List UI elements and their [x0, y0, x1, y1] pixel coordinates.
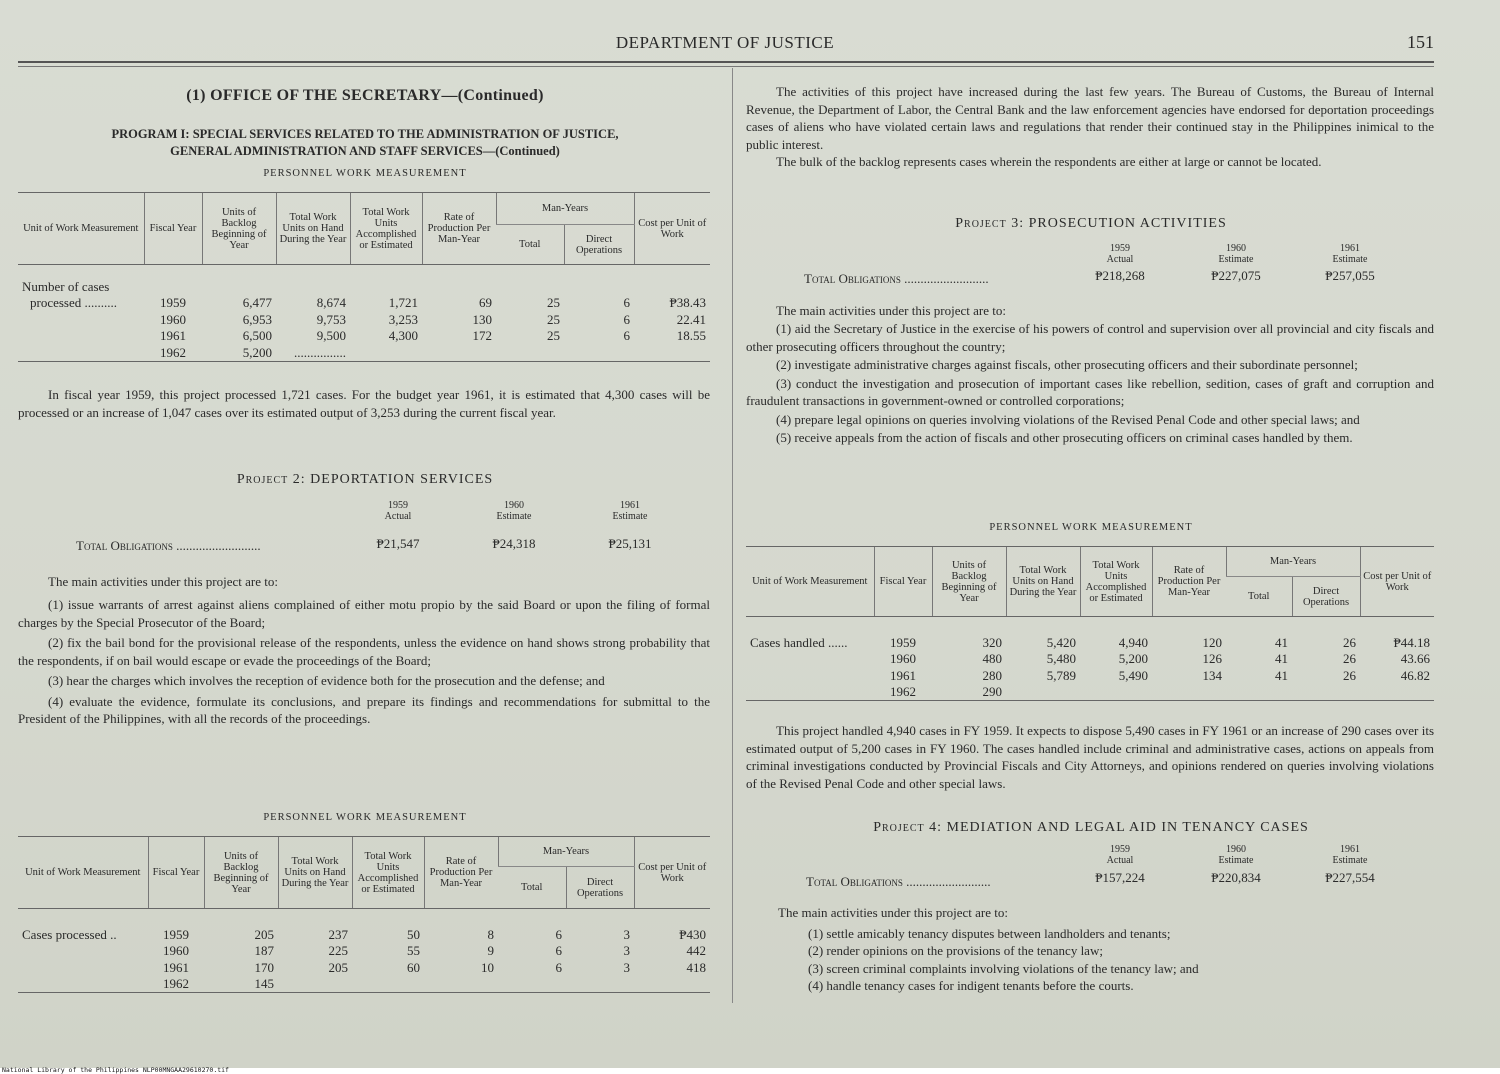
paragraph-deportation-context	[746, 83, 1434, 171]
paragraph-text: The bulk of the backlog represents cases wherein the respondents are either at large or cannot be located.	[776, 154, 1322, 169]
col-fiscal-year: Fiscal Year	[144, 193, 202, 265]
table-row	[18, 960, 710, 977]
cell: 3	[623, 943, 630, 959]
cell: 1960	[890, 651, 916, 667]
cell: 290	[982, 684, 1002, 699]
row-label-1: Number of cases	[22, 279, 110, 294]
cell: 134	[1202, 667, 1222, 683]
col-unit: Unit of Work Measurement	[746, 547, 874, 617]
col-unit: Unit of Work Measurement	[18, 193, 144, 265]
obligation-value: ₱227,554	[1325, 870, 1375, 885]
cell: 10	[481, 959, 494, 975]
col-on-hand: Total Work Units on Hand During the Year	[276, 193, 350, 265]
cell: 6	[555, 943, 562, 959]
paragraph-project-3-summary	[746, 722, 1434, 792]
project-4-title: Project 4: MEDIATION AND LEGAL AID IN TENANCY CASES	[873, 820, 1309, 835]
cell: ₱430	[679, 927, 706, 942]
table-row	[746, 684, 1434, 701]
cell: 1961	[163, 959, 189, 975]
col-unit: Unit of Work Measurement	[18, 837, 148, 909]
cell: 1962	[890, 684, 916, 699]
year-heading: 1959 Actual	[1106, 243, 1134, 265]
obligation-value: ₱157,224	[1095, 870, 1145, 885]
page-header-title: DEPARTMENT OF JUSTICE	[615, 33, 835, 52]
year-heading: 1960 Estimate	[1218, 844, 1254, 866]
year-heading: 1959 Actual	[384, 500, 412, 522]
pwm-title-3: PERSONNEL WORK MEASUREMENT	[989, 522, 1193, 533]
cell: 126	[1202, 651, 1222, 667]
year-heading: 1961 Estimate	[612, 500, 648, 522]
cell: 8	[487, 927, 494, 942]
cell: 1961	[160, 328, 186, 344]
cell: 3	[623, 959, 630, 975]
cell: 205	[328, 959, 348, 975]
cell: 5,420	[1046, 635, 1076, 650]
col-man-years: Man-Years	[496, 193, 634, 225]
col-rate: Rate of Production Per Man-Year	[422, 193, 496, 265]
cell: 5,490	[1118, 667, 1148, 683]
cell: 50	[407, 927, 420, 942]
cell: 5,480	[1046, 651, 1076, 667]
cell: 6,500	[242, 328, 272, 344]
col-backlog: Units of Backlog Beginning of Year	[202, 193, 276, 265]
paragraph-text: This project handled 4,940 cases in FY 1959. It expects to dispose 5,490 cases in FY 1961 or an increase of 290 cases over its estimated output of 5,200 cases in FY 1960. The cases handled include criminal and administrative cases, actions on appeals from criminal investigations conducted by Provincial Fiscals and City Attorneys, and opinions rendered on queries involving violations of the Revised Penal Code and other special laws.	[746, 723, 1434, 791]
cell: 1959	[890, 635, 916, 650]
obligation-value: ₱257,055	[1325, 268, 1375, 283]
year-heading: 1961 Estimate	[1332, 844, 1368, 866]
project-2-activities	[48, 573, 710, 597]
cell: 9,753	[316, 311, 346, 327]
table-row	[746, 651, 1434, 668]
project-4-obligations	[746, 844, 1436, 888]
cell: 6,477	[242, 295, 272, 311]
activity-item: (1) aid the Secretary of Justice in the exercise of his powers of control and supervision over all provincial and city fiscals and other prosecuting officers throughout the country;	[746, 321, 1434, 354]
scan-source-note: National Library of the Philippines NLP00MNGAA29610270.tif	[2, 1066, 229, 1074]
cell: 6,953	[242, 311, 272, 327]
paragraph-project-1	[18, 386, 710, 421]
col-man-years: Man-Years	[498, 837, 634, 867]
cell: 1962	[163, 976, 189, 991]
project-4-activities	[778, 904, 1398, 995]
cell: 3,253	[388, 311, 418, 327]
obligation-value: ₱21,547	[376, 536, 420, 551]
project-3-title: Project 3: PROSECUTION ACTIVITIES	[955, 216, 1227, 231]
col-on-hand: Total Work Units on Hand During the Year	[1006, 547, 1080, 617]
pwm-title-2: PERSONNEL WORK MEASUREMENT	[263, 812, 467, 823]
activity-item: (4) evaluate the evidence, formulate its conclusions, and prepare its findings and recommendations for submittal to the President of the Philippines, with all the records of the proceedings.	[18, 693, 710, 726]
year-heading: 1961 Estimate	[1332, 243, 1368, 265]
col-accomplished: Total Work Units Accomplished or Estimated	[352, 837, 424, 909]
cell: 18.55	[676, 328, 706, 344]
cell: 170	[254, 959, 274, 975]
cell: 480	[982, 651, 1002, 667]
cell: 6	[555, 927, 562, 942]
cell: 1959	[163, 927, 189, 942]
row-label: Cases processed ..	[22, 927, 117, 942]
cell: 60	[407, 959, 420, 975]
program-title-line-1: PROGRAM I: SPECIAL SERVICES RELATED TO THE ADMINISTRATION OF JUSTICE,	[111, 127, 619, 141]
project-2-activity-list	[18, 596, 710, 728]
cell: 46.82	[1400, 667, 1430, 683]
cell: 5,789	[1046, 667, 1076, 683]
page-number: 151	[1407, 32, 1434, 52]
pwm-title: PERSONNEL WORK MEASUREMENT	[263, 168, 467, 179]
cell: 418	[686, 959, 706, 975]
col-man-years: Man-Years	[1226, 547, 1360, 577]
cell: 41	[1275, 635, 1288, 650]
header-rule-thin	[18, 66, 1434, 67]
cell: 320	[982, 635, 1002, 650]
paragraph-text: In fiscal year 1959, this project processed 1,721 cases. For the budget year 1961, it is estimated that 4,300 cases will be processed or an increase of 1,047 cases over its estimated output of 3,253 during the current fiscal year.	[18, 387, 710, 420]
cell: 1960	[160, 311, 186, 327]
col-backlog: Units of Backlog Beginning of Year	[932, 547, 1006, 617]
cell: 130	[472, 311, 492, 327]
activities-intro: The main activities under this project are to:	[778, 905, 1008, 920]
activities-intro: The main activities under this project are to:	[776, 303, 1006, 318]
cell: 25	[547, 295, 560, 311]
col-total: Total	[498, 867, 566, 909]
cell: 187	[254, 943, 274, 959]
work-measurement-table-1	[18, 192, 710, 367]
cell: 26	[1343, 667, 1356, 683]
year-heading: 1960 Estimate	[496, 500, 532, 522]
cell: 25	[547, 328, 560, 344]
cell: 205	[254, 927, 274, 942]
activity-item: (2) fix the bail bond for the provisional release of the respondents, unless the evidence on hand shows strong probability that the respondents, if on bail would escape or evade the proceedings of the Board;	[18, 635, 710, 668]
work-measurement-table-2	[18, 836, 710, 999]
total-obligations-label: Total Obligations ..........................	[804, 271, 989, 286]
cell: 26	[1343, 651, 1356, 667]
col-fiscal-year: Fiscal Year	[148, 837, 204, 909]
cell: 442	[686, 943, 706, 959]
obligation-value: ₱227,075	[1211, 268, 1261, 283]
cell: 1,721	[388, 295, 418, 311]
cell: 43.66	[1400, 651, 1430, 667]
cell: 22.41	[676, 311, 706, 327]
col-on-hand: Total Work Units on Hand During the Year	[278, 837, 352, 909]
row-label: Cases handled ......	[750, 635, 848, 650]
cell: 6	[555, 959, 562, 975]
cell: 120	[1202, 635, 1222, 650]
obligation-value: ₱218,268	[1095, 268, 1145, 283]
paragraph-text: The activities of this project have increased during the last few years. The Bureau of Customs, the Bureau of Internal Revenue, the Department of Labor, the Central Bank and the law enforcement agencies have endorsed for deportation proceedings cases of aliens who have violated certain laws and regulations that render their continued stay in the Philippines inimical to the public interest.	[746, 84, 1434, 152]
col-direct: Direct Operations	[1292, 577, 1360, 617]
table-row	[18, 328, 710, 345]
table-row	[18, 909, 710, 944]
table-row	[746, 617, 1434, 652]
cell: 1961	[890, 667, 916, 683]
cell: 4,940	[1118, 635, 1148, 650]
col-cost: Cost per Unit of Work	[634, 193, 710, 265]
col-cost: Cost per Unit of Work	[1360, 547, 1434, 617]
cell: ................	[294, 344, 346, 360]
table-row	[18, 312, 710, 329]
section-title: (1) OFFICE OF THE SECRETARY—(Continued)	[186, 87, 544, 104]
cell: 55	[407, 943, 420, 959]
col-cost: Cost per Unit of Work	[634, 837, 710, 909]
activity-item: (1) issue warrants of arrest against aliens complained of either motu propio by the said Board or upon the filing of formal charges by the Special Prosecutor of the Board;	[18, 597, 710, 630]
col-fiscal-year: Fiscal Year	[874, 547, 932, 617]
cell: 1962	[160, 344, 186, 360]
project-3-activities-intro	[776, 302, 1434, 320]
cell: 41	[1275, 667, 1288, 683]
total-obligations-label: Total Obligations ..........................	[76, 538, 261, 553]
project-3-activity-list	[746, 320, 1434, 447]
project-3-obligations	[746, 243, 1436, 287]
row-label-2: processed ..........	[30, 295, 118, 311]
cell: ₱38.43	[669, 295, 706, 311]
activity-item: (3) screen criminal complaints involving violations of the tenancy law; and	[808, 960, 1199, 976]
cell: 172	[472, 328, 492, 344]
col-rate: Rate of Production Per Man-Year	[1152, 547, 1226, 617]
activity-item: (3) conduct the investigation and prosecution of important cases like rebellion, sedition, cases of graft and corruption and fraudulent transactions in government-owned or controlled corporations;	[746, 375, 1434, 408]
program-title	[18, 126, 712, 160]
table-row	[18, 295, 710, 312]
activity-item: (5) receive appeals from the action of fiscals and other prosecuting officers on criminal cases handled by them.	[776, 430, 1353, 445]
col-direct: Direct Operations	[566, 867, 634, 909]
col-direct: Direct Operations	[564, 225, 634, 265]
cell: 25	[547, 311, 560, 327]
col-rate: Rate of Production Per Man-Year	[424, 837, 498, 909]
table-row	[18, 976, 710, 993]
cell: 6	[623, 328, 630, 344]
total-obligations-label: Total Obligations ..........................	[806, 874, 991, 889]
activity-item: (4) handle tenancy cases for indigent tenants before the courts.	[808, 978, 1134, 993]
cell: 237	[328, 927, 348, 942]
cell: 69	[479, 295, 492, 311]
activities-intro: The main activities under this project are to:	[48, 574, 278, 589]
header-rule	[18, 61, 1434, 63]
activity-item: (4) prepare legal opinions on queries involving violations of the Revised Penal Code and other special laws; and	[776, 411, 1360, 427]
col-total: Total	[1226, 577, 1292, 617]
cell: ₱44.18	[1393, 635, 1430, 650]
cell: 26	[1343, 635, 1356, 650]
work-measurement-table-3	[746, 546, 1434, 707]
activity-item: (2) investigate administrative charges against fiscals, other prosecuting officers and their subordinate personnel;	[776, 357, 1358, 372]
cell: 9,500	[316, 328, 346, 344]
cell: 8,674	[316, 295, 346, 311]
project-2-obligations	[18, 500, 712, 556]
cell: 3	[623, 927, 630, 942]
obligation-value: ₱220,834	[1211, 870, 1261, 885]
activity-item: (3) hear the charges which involves the reception of evidence both for the prosecution and the defense; and	[48, 673, 605, 688]
activity-item: (1) settle amicably tenancy disputes between landholders and tenants;	[808, 925, 1171, 941]
project-2-title: Project 2: DEPORTATION SERVICES	[236, 472, 494, 487]
obligation-value: ₱24,318	[492, 536, 536, 551]
cell: 145	[254, 976, 274, 991]
cell: 41	[1275, 651, 1288, 667]
cell: 6	[623, 311, 630, 327]
table-row	[18, 943, 710, 960]
cell: 1959	[160, 295, 186, 311]
cell: 5,200	[242, 344, 272, 360]
cell: 5,200	[1118, 651, 1148, 667]
col-accomplished: Total Work Units Accomplished or Estimated	[350, 193, 422, 265]
col-total: Total	[496, 225, 564, 265]
table-row	[746, 668, 1434, 685]
cell: 1960	[163, 943, 189, 959]
cell: 280	[982, 667, 1002, 683]
activity-item: (2) render opinions on the provisions of the tenancy law;	[808, 943, 1103, 958]
year-heading: 1959 Actual	[1106, 844, 1134, 866]
cell: 4,300	[388, 328, 418, 344]
program-title-line-2: GENERAL ADMINISTRATION AND STAFF SERVICES—(Continued)	[170, 144, 560, 158]
year-heading: 1960 Estimate	[1218, 243, 1254, 265]
cell: 225	[328, 943, 348, 959]
col-accomplished: Total Work Units Accomplished or Estimated	[1080, 547, 1152, 617]
cell: 9	[487, 943, 494, 959]
cell: 6	[623, 295, 630, 311]
col-backlog: Units of Backlog Beginning of Year	[204, 837, 278, 909]
obligation-value: ₱25,131	[608, 536, 652, 551]
column-divider	[732, 68, 733, 1003]
table-row	[18, 345, 710, 362]
